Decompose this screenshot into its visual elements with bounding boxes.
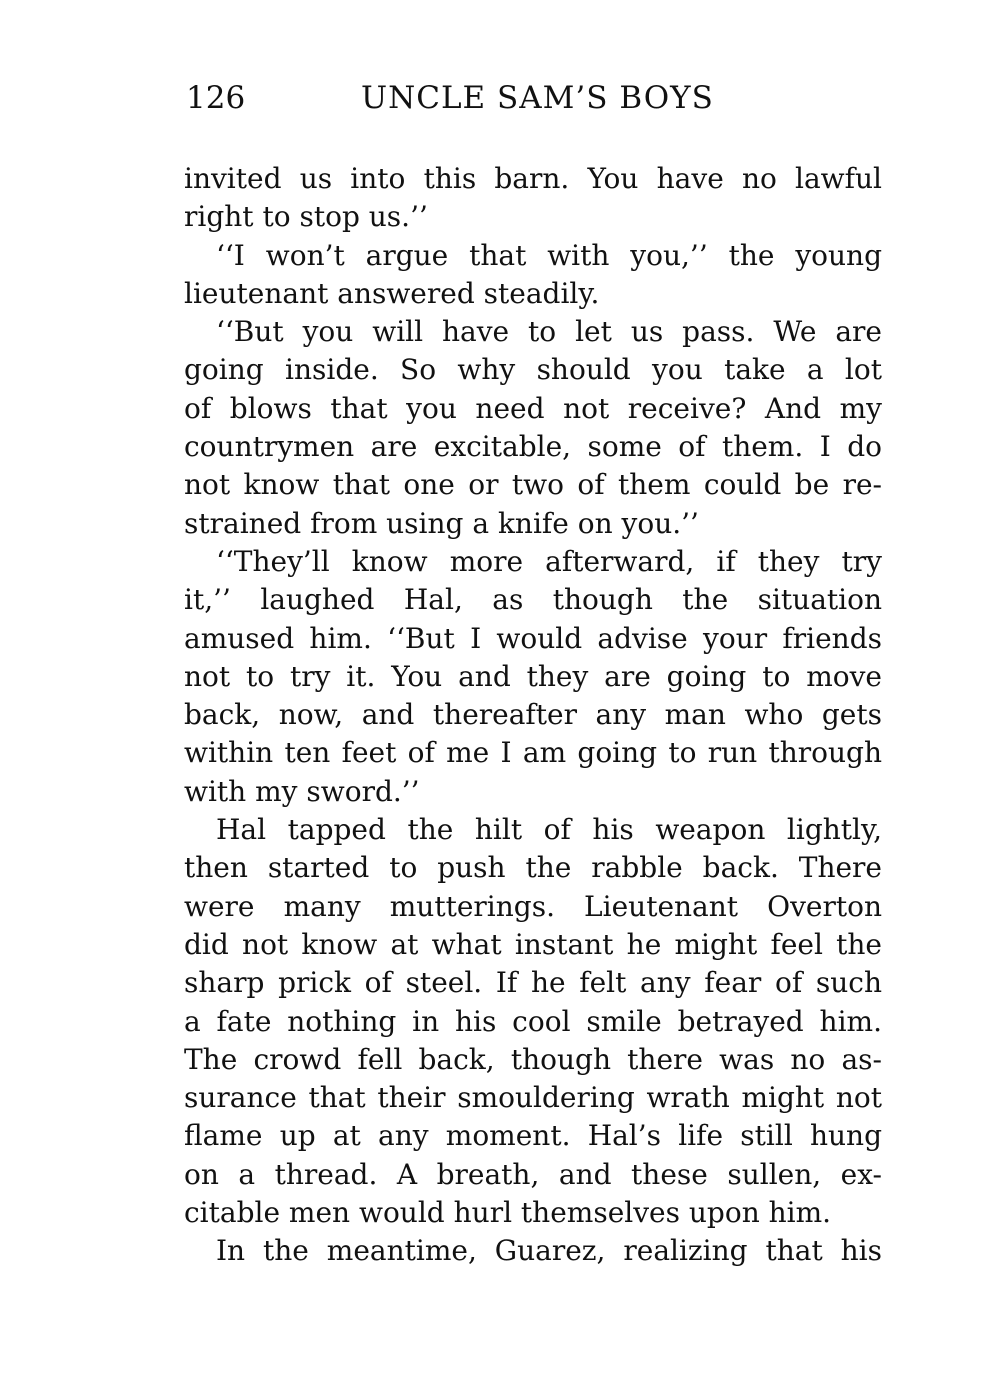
text-line: flame up at any moment. Hal’s life still hung	[184, 1119, 882, 1153]
text-line: ‘‘But you will have to let us pass. We are	[216, 315, 882, 349]
text-line: it,’’ laughed Hal, as though the situation	[184, 583, 882, 617]
text-line: within ten feet of me I am going to run through	[184, 736, 882, 770]
text-line: on a thread. A breath, and these sullen, ex-	[184, 1157, 882, 1191]
text-line: not know that one or two of them could be re-	[184, 468, 882, 502]
text-line: not to try it. You and they are going to move	[184, 659, 882, 693]
text-line: of blows that you need not receive? And my	[184, 391, 882, 425]
body-text	[184, 160, 882, 1271]
text-line: amused him. ‘‘But I would advise your friends	[184, 621, 882, 655]
text-line: ‘‘They’ll know more afterward, if they try	[216, 544, 882, 578]
text-line: ‘‘I won’t argue that with you,’’ the young	[216, 238, 882, 272]
text-line: going inside. So why should you take a lot	[184, 353, 882, 387]
text-line: Hal tapped the hilt of his weapon lightly,	[216, 813, 882, 847]
text-line: with my sword.’’	[184, 774, 420, 808]
text-line: did not know at what instant he might feel the	[184, 927, 882, 961]
page-number: 126	[186, 80, 246, 116]
text-line: In the meantime, Guarez, realizing that his	[216, 1234, 882, 1268]
text-line: sharp prick of steel. If he felt any fear of such	[184, 966, 882, 1000]
text-line: surance that their smouldering wrath might not	[184, 1081, 882, 1115]
text-line: were many mutterings. Lieutenant Overton	[184, 889, 882, 923]
text-line: lieutenant answered steadily.	[184, 276, 600, 310]
text-line: a fate nothing in his cool smile betrayed him.	[184, 1004, 882, 1038]
running-title: UNCLE SAM’S BOYS	[361, 80, 714, 116]
text-line: then started to push the rabble back. There	[184, 851, 882, 885]
text-line: back, now, and thereafter any man who gets	[184, 698, 882, 732]
text-line: strained from using a knife on you.’’	[184, 506, 699, 540]
text-line: right to stop us.’’	[184, 200, 428, 234]
text-line: countrymen are excitable, some of them. I do	[184, 430, 882, 464]
running-head	[186, 78, 880, 118]
text-line: invited us into this barn. You have no lawful	[184, 162, 882, 195]
text-line: The crowd fell back, though there was no as-	[184, 1042, 882, 1076]
text-line: citable men would hurl themselves upon him.	[184, 1196, 832, 1230]
